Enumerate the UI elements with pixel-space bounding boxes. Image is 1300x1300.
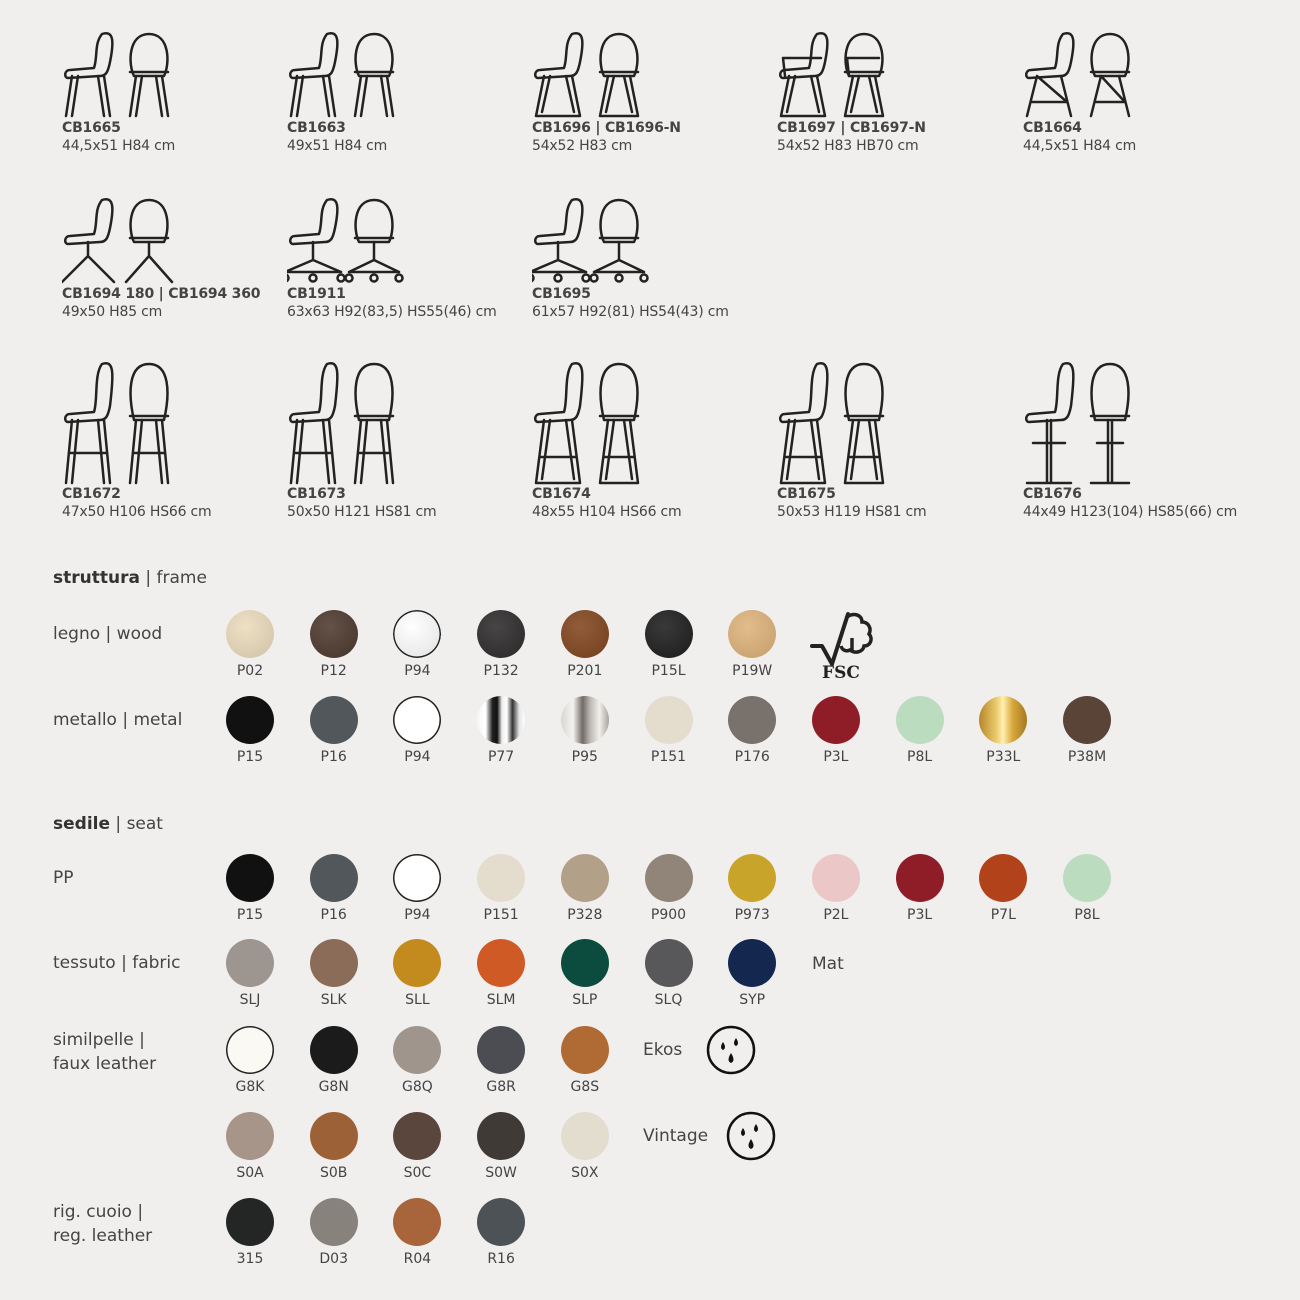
pp-swatch-p15[interactable] xyxy=(215,854,285,923)
wood-swatch-p02[interactable] xyxy=(215,610,285,679)
pp-color-dot xyxy=(226,854,274,902)
pp-swatch-p2l[interactable] xyxy=(801,854,871,923)
product-code: CB1695 xyxy=(532,286,591,302)
pp-swatch-p151[interactable] xyxy=(466,854,536,923)
wood-swatch-code: P12 xyxy=(320,663,347,679)
wood-swatch-code: P132 xyxy=(483,663,519,679)
metal-color-dot xyxy=(561,696,609,744)
metal-color-dot xyxy=(896,696,944,744)
metal-swatch-p176[interactable] xyxy=(717,696,787,765)
wood-row-label: legno | wood xyxy=(53,624,163,644)
wood-color-dot xyxy=(645,610,693,658)
product-dimensions: 54x52 H83 HB70 cm xyxy=(777,138,919,154)
pp-swatch-code: P15 xyxy=(236,907,264,923)
pp-row-label: PP xyxy=(53,868,74,888)
vintage-swatch-code: S0B xyxy=(319,1165,348,1181)
fabric-color-dot xyxy=(561,939,609,987)
vintage-color-dot xyxy=(310,1112,358,1160)
leather-swatch-code: 315 xyxy=(236,1251,264,1267)
leather-swatch-315[interactable] xyxy=(215,1198,285,1267)
pp-swatch-p973[interactable] xyxy=(717,854,787,923)
metal-swatch-code: P176 xyxy=(734,749,770,765)
product-cb1673 xyxy=(287,360,527,520)
vintage-swatch-s0w[interactable] xyxy=(466,1112,536,1181)
product-dimensions: 50x53 H119 HS81 cm xyxy=(777,504,927,520)
pp-swatch-p328[interactable] xyxy=(550,854,620,923)
product-dimensions: 61x57 H92(81) HS54(43) cm xyxy=(532,304,729,320)
water-repellent-icon xyxy=(706,1025,756,1075)
chair-trestle-icon xyxy=(1023,28,1143,120)
armchair-sled-icon xyxy=(777,28,897,120)
vintage-color-dot xyxy=(561,1112,609,1160)
ekos-color-dot xyxy=(393,1026,441,1074)
wood-swatch-p94[interactable] xyxy=(382,610,452,679)
product-dimensions: 47x50 H106 HS66 cm xyxy=(62,504,212,520)
pp-swatch-code: P7L xyxy=(990,907,1016,923)
pp-swatch-code: P151 xyxy=(483,907,519,923)
leather-swatch-d03[interactable] xyxy=(299,1198,369,1267)
fabric-swatch-slp[interactable] xyxy=(550,939,620,1008)
chair-sled-icon xyxy=(532,28,652,120)
pp-swatch-code: P900 xyxy=(650,907,687,923)
product-code: CB1665 xyxy=(62,120,121,136)
water-repellent-icon xyxy=(726,1111,776,1161)
pp-color-dot xyxy=(477,854,525,902)
faux-leather-label-line2: faux leather xyxy=(53,1054,157,1074)
pp-color-dot xyxy=(561,854,609,902)
product-code: CB1697 | CB1697-N xyxy=(777,120,926,136)
office-chair-icon xyxy=(287,194,407,286)
ekos-swatch-code: G8S xyxy=(570,1079,600,1095)
product-code: CB1663 xyxy=(287,120,346,136)
product-code: CB1696 | CB1696-N xyxy=(532,120,681,136)
metal-color-dot xyxy=(728,696,776,744)
wood-swatch-code: P15L xyxy=(651,663,686,679)
wood-color-dot xyxy=(728,610,776,658)
pp-swatch-p16[interactable] xyxy=(299,854,369,923)
leather-swatch-r04[interactable] xyxy=(382,1198,452,1267)
pp-color-dot xyxy=(728,854,776,902)
product-code: CB1664 xyxy=(1023,120,1082,136)
metal-swatch-code: P95 xyxy=(571,749,598,765)
metal-row-label: metallo | metal xyxy=(53,710,183,730)
vintage-swatch-s0b[interactable] xyxy=(299,1112,369,1181)
fabric-mat-note: Mat xyxy=(812,954,844,974)
pp-swatch-code: P2L xyxy=(823,907,849,923)
vintage-swatch-s0a[interactable] xyxy=(215,1112,285,1181)
fabric-swatch-code: SLM xyxy=(486,992,516,1008)
fabric-swatch-slq[interactable] xyxy=(634,939,704,1008)
chair-wood-legs-icon xyxy=(287,28,407,120)
ekos-swatch-code: G8Q xyxy=(402,1079,433,1095)
ekos-swatch-g8s[interactable] xyxy=(550,1026,620,1095)
leather-swatch-code: R04 xyxy=(403,1251,432,1267)
ekos-swatch-code: G8N xyxy=(318,1079,349,1095)
pp-swatch-code: P328 xyxy=(567,907,603,923)
metal-swatch-code: P8L xyxy=(907,749,933,765)
metal-color-dot xyxy=(1063,696,1111,744)
stool-sled-icon xyxy=(777,360,897,486)
pp-color-dot xyxy=(645,854,693,902)
wood-color-dot xyxy=(561,610,609,658)
ekos-swatch-code: G8R xyxy=(486,1079,516,1095)
vintage-swatch-code: S0A xyxy=(236,1165,264,1181)
vintage-color-dot xyxy=(477,1112,525,1160)
pp-color-dot xyxy=(393,854,441,902)
pp-color-dot xyxy=(979,854,1027,902)
wood-swatch-p19w[interactable] xyxy=(717,610,787,679)
metal-swatch-p3l[interactable] xyxy=(801,696,871,765)
metal-swatch-code: P77 xyxy=(487,749,515,765)
vintage-swatch-code: S0C xyxy=(403,1165,432,1181)
fabric-swatch-slj[interactable] xyxy=(215,939,285,1008)
product-cb1695 xyxy=(532,194,772,320)
chair-wood-legs-icon xyxy=(62,28,182,120)
office-chair-icon xyxy=(532,194,652,286)
vintage-swatch-s0c[interactable] xyxy=(382,1112,452,1181)
fabric-color-dot xyxy=(645,939,693,987)
ekos-color-dot xyxy=(226,1026,274,1074)
leather-label-line2: reg. leather xyxy=(53,1226,153,1246)
product-dimensions: 63x63 H92(83,5) HS55(46) cm xyxy=(287,304,497,320)
pp-color-dot xyxy=(812,854,860,902)
metal-swatch-p151[interactable] xyxy=(634,696,704,765)
fabric-swatch-code: SYP xyxy=(739,992,766,1008)
metal-swatch-p38m[interactable] xyxy=(1052,696,1122,765)
fabric-color-dot xyxy=(393,939,441,987)
product-dimensions: 44,5x51 H84 cm xyxy=(62,138,176,154)
ekos-swatch-g8n[interactable] xyxy=(299,1026,369,1095)
ekos-color-dot xyxy=(561,1026,609,1074)
product-dimensions: 44,5x51 H84 cm xyxy=(1023,138,1137,154)
pp-color-dot xyxy=(1063,854,1111,902)
metal-color-dot xyxy=(812,696,860,744)
pp-swatch-code: P8L xyxy=(1074,907,1100,923)
vintage-swatch-s0x[interactable] xyxy=(550,1112,620,1181)
metal-swatch-p15[interactable] xyxy=(215,696,285,765)
frame-section-title: struttura | frame xyxy=(53,568,207,588)
fabric-color-dot xyxy=(226,939,274,987)
metal-color-dot xyxy=(226,696,274,744)
pp-swatch-code: P16 xyxy=(320,907,347,923)
pp-swatch-code: P94 xyxy=(404,907,431,923)
product-cb1676 xyxy=(1023,360,1263,520)
product-dimensions: 54x52 H83 cm xyxy=(532,138,633,154)
chair-swivel-4star-icon xyxy=(62,194,182,286)
product-dimensions: 49x51 H84 cm xyxy=(287,138,388,154)
wood-swatch-p15l[interactable] xyxy=(634,610,704,679)
pp-swatch-p94[interactable] xyxy=(382,854,452,923)
metal-color-dot xyxy=(979,696,1027,744)
metal-swatch-code: P33L xyxy=(986,749,1021,765)
product-code: CB1694 180 | CB1694 360 xyxy=(62,286,261,302)
pp-swatch-p3l[interactable] xyxy=(885,854,955,923)
stool-wood-icon xyxy=(62,360,182,486)
wood-swatch-code: P94 xyxy=(404,663,431,679)
metal-swatch-code: P15 xyxy=(236,749,264,765)
leather-swatch-code: R16 xyxy=(487,1251,515,1267)
leather-label-line1: rig. cuoio | xyxy=(53,1202,144,1222)
product-cb1694 xyxy=(62,194,302,320)
vintage-note: Vintage xyxy=(643,1126,709,1146)
fabric-color-dot xyxy=(310,939,358,987)
product-code: CB1672 xyxy=(62,486,121,502)
wood-swatch-p201[interactable] xyxy=(550,610,620,679)
pp-swatch-code: P3L xyxy=(907,907,933,923)
vintage-swatch-code: S0W xyxy=(485,1165,517,1181)
leather-color-dot xyxy=(477,1198,525,1246)
product-dimensions: 44x49 H123(104) HS85(66) cm xyxy=(1023,504,1238,520)
pp-swatch-p7l[interactable] xyxy=(968,854,1038,923)
pp-color-dot xyxy=(310,854,358,902)
wood-swatch-p12[interactable] xyxy=(299,610,369,679)
leather-color-dot xyxy=(310,1198,358,1246)
product-cb1665 xyxy=(62,28,302,154)
ekos-swatch-g8q[interactable] xyxy=(382,1026,452,1095)
fabric-color-dot xyxy=(728,939,776,987)
wood-swatch-p132[interactable] xyxy=(466,610,536,679)
wood-color-dot xyxy=(477,610,525,658)
fabric-color-dot xyxy=(477,939,525,987)
seat-section-title: sedile | seat xyxy=(53,814,163,834)
vintage-color-dot xyxy=(393,1112,441,1160)
wood-swatch-code: P19W xyxy=(732,663,773,679)
metal-swatch-p33l[interactable] xyxy=(968,696,1038,765)
ekos-swatch-g8k[interactable] xyxy=(215,1026,285,1095)
metal-color-dot xyxy=(477,696,525,744)
product-code: CB1674 xyxy=(532,486,591,502)
metal-swatch-code: P16 xyxy=(320,749,347,765)
fabric-swatch-code: SLL xyxy=(405,992,430,1008)
product-code: CB1675 xyxy=(777,486,836,502)
fabric-swatch-slk[interactable] xyxy=(299,939,369,1008)
product-cb1675 xyxy=(777,360,1017,520)
metal-swatch-p77[interactable] xyxy=(466,696,536,765)
ekos-note: Ekos xyxy=(643,1040,683,1060)
product-cb1663 xyxy=(287,28,527,154)
leather-color-dot xyxy=(226,1198,274,1246)
product-dimensions: 50x50 H121 HS81 cm xyxy=(287,504,437,520)
product-dimensions: 49x50 H85 cm xyxy=(62,304,163,320)
faux-leather-row-label xyxy=(53,1028,156,1076)
metal-swatch-code: P151 xyxy=(650,749,687,765)
stool-wood-icon xyxy=(287,360,407,486)
fabric-swatch-code: SLP xyxy=(572,992,598,1008)
product-cb1696 xyxy=(532,28,772,154)
leather-swatch-code: D03 xyxy=(319,1251,348,1267)
wood-color-dot xyxy=(226,610,274,658)
metal-swatch-p16[interactable] xyxy=(299,696,369,765)
leather-color-dot xyxy=(393,1198,441,1246)
fsc-logo-icon xyxy=(808,606,874,682)
stool-sled-icon xyxy=(532,360,652,486)
product-dimensions: 48x55 H104 HS66 cm xyxy=(532,504,682,520)
pp-swatch-code: P973 xyxy=(734,907,770,923)
wood-swatch-code: P02 xyxy=(236,663,264,679)
product-cb1697 xyxy=(777,28,1017,154)
fabric-swatch-code: SLQ xyxy=(654,992,683,1008)
pp-swatch-p900[interactable] xyxy=(634,854,704,923)
product-cb1672 xyxy=(62,360,302,520)
metal-swatch-p94[interactable] xyxy=(382,696,452,765)
fabric-swatch-slm[interactable] xyxy=(466,939,536,1008)
metal-swatch-code: P94 xyxy=(404,749,431,765)
metal-color-dot xyxy=(310,696,358,744)
fabric-swatch-sll[interactable] xyxy=(382,939,452,1008)
product-cb1911 xyxy=(287,194,527,320)
fabric-swatch-code: SLK xyxy=(320,992,347,1008)
leather-row-label xyxy=(53,1200,152,1248)
metal-swatch-p8l[interactable] xyxy=(885,696,955,765)
metal-swatch-p95[interactable] xyxy=(550,696,620,765)
fabric-row-label: tessuto | fabric xyxy=(53,953,181,973)
fsc-label: FSC xyxy=(822,663,860,682)
metal-color-dot xyxy=(393,696,441,744)
ekos-swatch-code: G8K xyxy=(235,1079,265,1095)
fabric-swatch-code: SLJ xyxy=(239,992,261,1008)
product-cb1674 xyxy=(532,360,772,520)
fabric-swatch-syp[interactable] xyxy=(717,939,787,1008)
ekos-swatch-g8r[interactable] xyxy=(466,1026,536,1095)
ekos-color-dot xyxy=(310,1026,358,1074)
vintage-color-dot xyxy=(226,1112,274,1160)
product-cb1664 xyxy=(1023,28,1263,154)
metal-color-dot xyxy=(645,696,693,744)
pp-swatch-p8l[interactable] xyxy=(1052,854,1122,923)
stool-gas-lift-icon xyxy=(1023,360,1143,486)
product-code: CB1911 xyxy=(287,286,346,302)
metal-swatch-code: P38M xyxy=(1067,749,1107,765)
faux-leather-label-line1: similpelle | xyxy=(53,1030,145,1050)
wood-color-dot xyxy=(393,610,441,658)
metal-swatch-code: P3L xyxy=(823,749,849,765)
vintage-swatch-code: S0X xyxy=(571,1165,599,1181)
product-code: CB1673 xyxy=(287,486,346,502)
wood-color-dot xyxy=(310,610,358,658)
ekos-color-dot xyxy=(477,1026,525,1074)
leather-swatch-r16[interactable] xyxy=(466,1198,536,1267)
pp-color-dot xyxy=(896,854,944,902)
product-code: CB1676 xyxy=(1023,486,1082,502)
wood-swatch-code: P201 xyxy=(567,663,603,679)
